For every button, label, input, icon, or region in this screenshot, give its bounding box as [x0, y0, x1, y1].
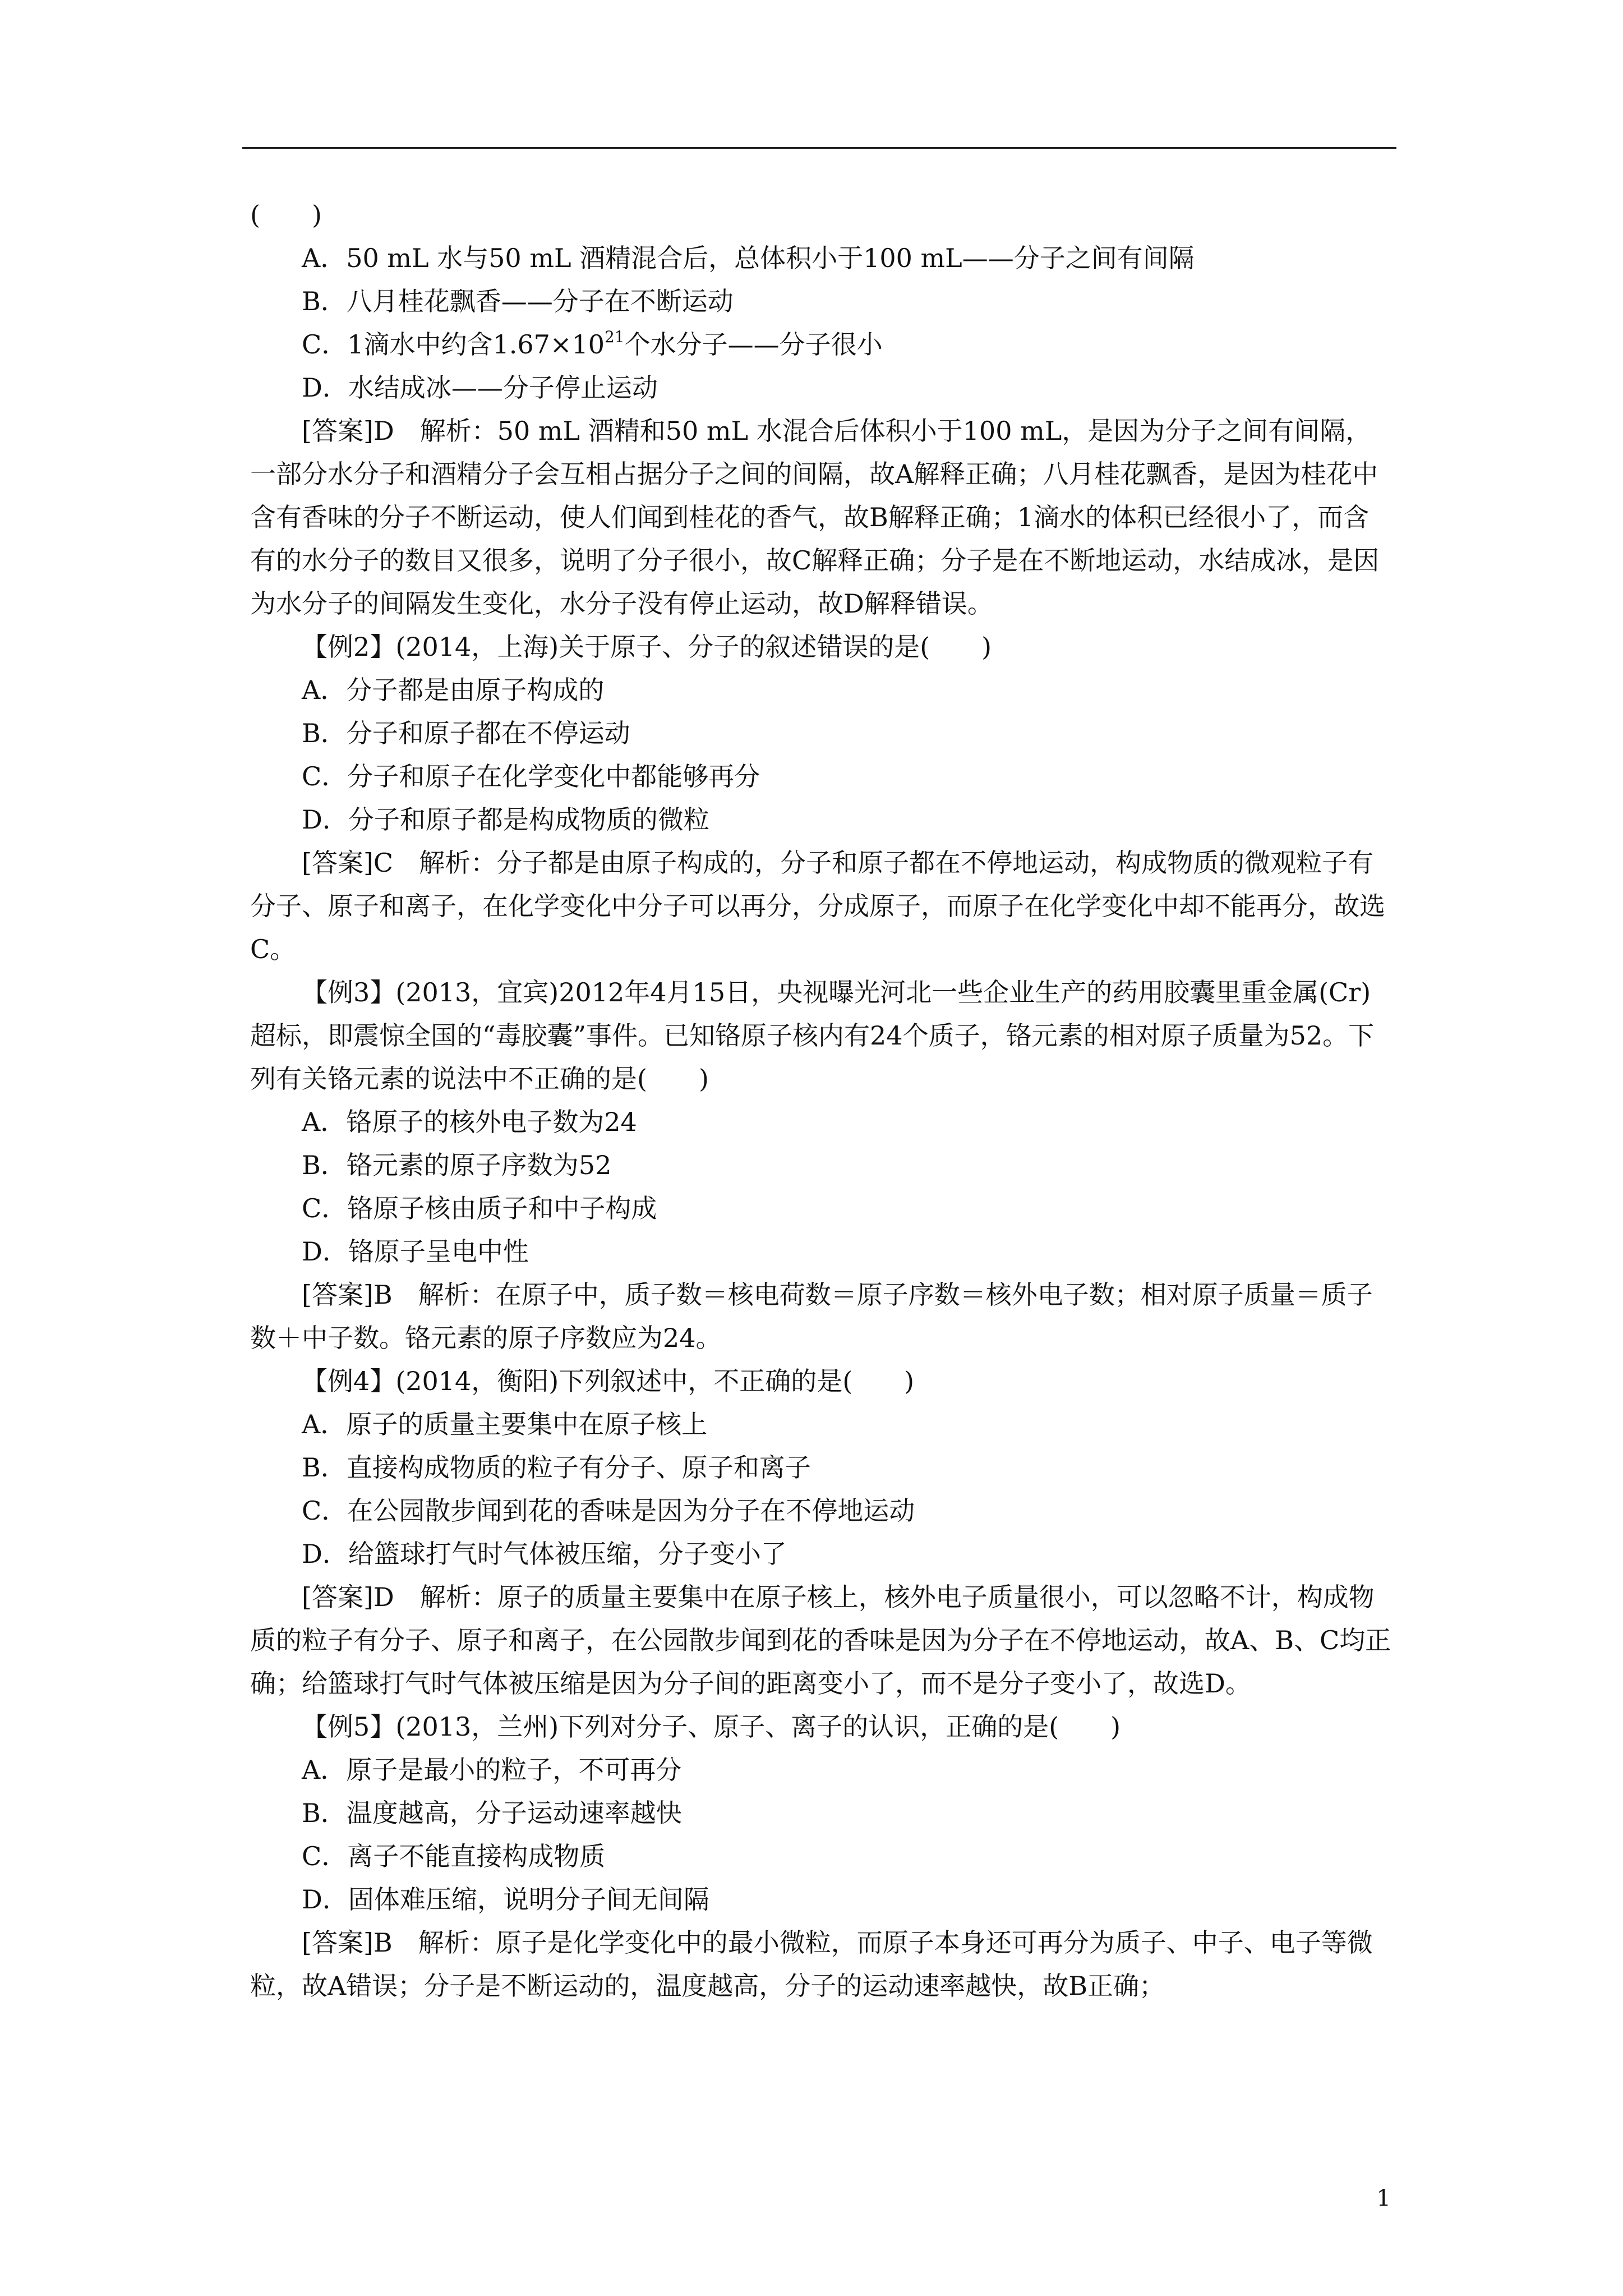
header-rule — [242, 147, 1396, 149]
option-a: A．原子的质量主要集中在原子核上 — [302, 1409, 708, 1439]
option-c: C．在公园散步闻到花的香味是因为分子在不停地运动 — [302, 1496, 915, 1526]
option-c — [250, 323, 1394, 366]
option-d: D．水结成冰——分子停止运动 — [302, 372, 658, 403]
option-b: B．八月桂花飘香——分子在不断运动 — [302, 286, 734, 316]
answer-explanation: [答案]C 解析：分子都是由原子构成的，分子和原子都在不停地运动，构成物质的微观粒子有分子、原子和离子，在化学变化中分子可以再分，分成原子，而原子在化学变化中却不能再分，故选C。 — [250, 848, 1385, 964]
page-number: 1 — [1376, 2185, 1391, 2211]
option-c: C．铬原子核由质子和中子构成 — [302, 1193, 657, 1223]
option-c-pre: C．1滴水中约含1.67×10 — [302, 329, 605, 360]
option-d: D．铬原子呈电中性 — [302, 1236, 529, 1267]
option-a: A．50 mL 水与50 mL 酒精混合后，总体积小于100 mL——分子之间有间隔 — [302, 243, 1195, 273]
example-4-question: 【例4】(2014，衡阳)下列叙述中，不正确的是( ) — [302, 1366, 915, 1396]
example-3-question: 【例3】(2013，宜宾)2012年4月15日，央视曝光河北一些企业生产的药用胶囊里重金属(Cr)超标，即震惊全国的“毒胶囊”事件。已知铬原子核内有24个质子，铬元素的相对原子质量为52。下列有关铬元素的说法中不正确的是( ) — [250, 977, 1375, 1094]
answer-explanation: [答案]D 解析：原子的质量主要集中在原子核上，核外电子质量很小，可以忽略不计，构成物质的粒子有分子、原子和离子，在公园散步闻到花的香味是因为分子在不停地运动，故A、B、C均正确；给篮球打气时气体被压缩是因为分子间的距离变小了，而不是分子变小了，故选D。 — [250, 1582, 1391, 1699]
option-d: D．分子和原子都是构成物质的微粒 — [302, 804, 709, 835]
document-body — [250, 194, 1394, 2008]
option-c-exponent: 21 — [604, 327, 625, 346]
option-b: B．分子和原子都在不停运动 — [302, 718, 630, 748]
option-a: A．铬原子的核外电子数为24 — [302, 1107, 637, 1137]
option-b: B．直接构成物质的粒子有分子、原子和离子 — [302, 1452, 811, 1483]
option-a: A．原子是最小的粒子，不可再分 — [302, 1755, 682, 1785]
option-d: D．给篮球打气时气体被压缩，分子变小了 — [302, 1539, 787, 1569]
option-c: C．分子和原子在化学变化中都能够再分 — [302, 761, 760, 792]
answer-explanation: [答案]B 解析：原子是化学变化中的最小微粒，而原子本身还可再分为质子、中子、电子等微粒，故A错误；分子是不断运动的，温度越高，分子的运动速率越快，故B正确； — [250, 1927, 1373, 2001]
example-5-question: 【例5】(2013，兰州)下列对分子、原子、离子的认识，正确的是( ) — [302, 1711, 1121, 1742]
question-bracket: ( ) — [250, 200, 322, 230]
option-d: D．固体难压缩，说明分子间无间隔 — [302, 1884, 709, 1915]
example-2-question: 【例2】(2014，上海)关于原子、分子的叙述错误的是( ) — [302, 632, 992, 662]
answer-explanation: [答案]D 解析：50 mL 酒精和50 mL 水混合后体积小于100 mL，是因为分子之间有间隔，一部分水分子和酒精分子会互相占据分子之间的间隔，故A解释正确；八月桂花飘香，是因为桂花中含有香味的分子不断运动，使人们闻到桂花的香气，故B解释正确；1滴水的体积已经很小了，而含有的水分子的数目又很多，说明了分子很小，故C解释正确；分子是在不断地运动，水结成冰，是因为水分子的间隔发生变化，水分子没有停止运动，故D解释错误。 — [250, 416, 1380, 619]
option-b: B．铬元素的原子序数为52 — [302, 1150, 612, 1180]
option-c-post: 个水分子——分子很小 — [624, 329, 883, 360]
option-a: A．分子都是由原子构成的 — [302, 675, 605, 705]
answer-explanation: [答案]B 解析：在原子中，质子数＝核电荷数＝原子序数＝核外电子数；相对原子质量＝质子数＋中子数。铬元素的原子序数应为24。 — [250, 1280, 1373, 1353]
option-b: B．温度越高，分子运动速率越快 — [302, 1798, 682, 1828]
option-c: C．离子不能直接构成物质 — [302, 1841, 606, 1871]
